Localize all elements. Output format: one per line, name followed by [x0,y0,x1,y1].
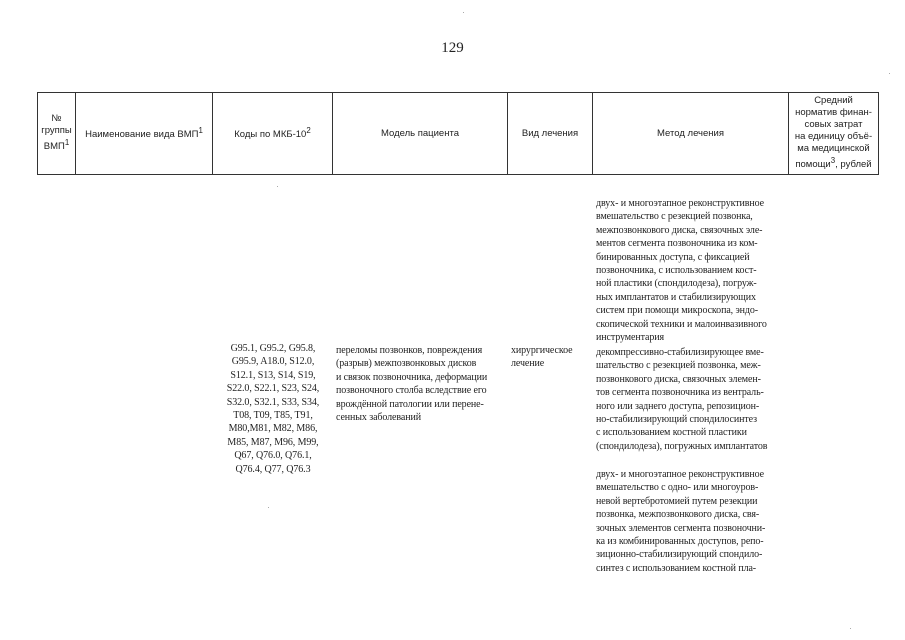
header-icd-codes: Коды по МКБ-$10^2$ [213,93,333,175]
header-patient-model: Модель пациента [333,93,508,175]
patient-model-text: переломы позвонков, повреждения (разрыв) межпозвонковых дисков и связок позвоночника, деформации позвоночного столба вследствие его врождённой патологии или перене- сенных заболеваний [336,345,488,424]
scan-speck [463,12,464,13]
method-text-3: двух- и многоэтапное реконструктивное вмешательство с одно- или многоуров- невой вертебротомией путем резекции позвонка, межпозвонкового диска, свя- зочных элементов сегмента позвоночни- ка из комбинированных доступов, репо- зиционно-стабилизирующий спондило- синтез с использованием костной пла- [596,469,766,574]
scan-speck [268,507,269,508]
scan-speck [850,628,851,629]
scan-speck [889,73,890,74]
header-average-cost: Средний норматив финан- совых затрат на единицу объё- ма медицинской помощи$^3$, рублей [789,93,879,175]
header-treatment-method: Метод лечения [593,93,789,175]
header-hmc-type: Наименование вида ВМП$^1$ [76,93,213,175]
table-header [37,92,879,175]
treatment-type-text: хирургическое лечение [511,345,573,370]
method-text-2: декомпрессивно-стабилизирующее вме- шательство с резекцией позвонка, меж- позвонкового диска, связочных элемен- тов сегмента позвоночника из вентраль- ного или заднего доступа, репозицион- но-стабилизирующий спондилосинтез с использованием костной пластики (спондилодеза), погружных имплантатов [596,347,768,452]
method-text-1: двух- и многоэтапное реконструктивное вмешательство с резекцией позвонка, межпозвонкового диска, связочных эле- ментов сегмента позвоночника из ком- бинированных доступа, с фиксацией позвоночника, с использованием кост- ной пластики (спондилодеза), погруж- ных имплантатов и стабилизирующих систем при помощи микроскопа, эндо- скопической техники и малоинвазивного инструментария [596,198,767,344]
header-treatment-type: Вид лечения [508,93,593,175]
page-number: 129 [441,40,464,56]
header-group-number: № группы ВМП$^1$ [38,93,76,175]
icd-codes-text: G95.1, G95.2, G95.8, G95.9, A18.0, S12.0, S12.1, S13, S14, S19, S22.0, S22.1, S23, S24, S32.0, S32.1, S33, S34, T08, T09, T85, T91, M80,M81, M82, M86, M85, M87, M96, M99, Q67, Q76.0, Q76.1, Q76.4, Q77, Q76.3 [226,343,320,475]
scan-speck [277,186,278,187]
